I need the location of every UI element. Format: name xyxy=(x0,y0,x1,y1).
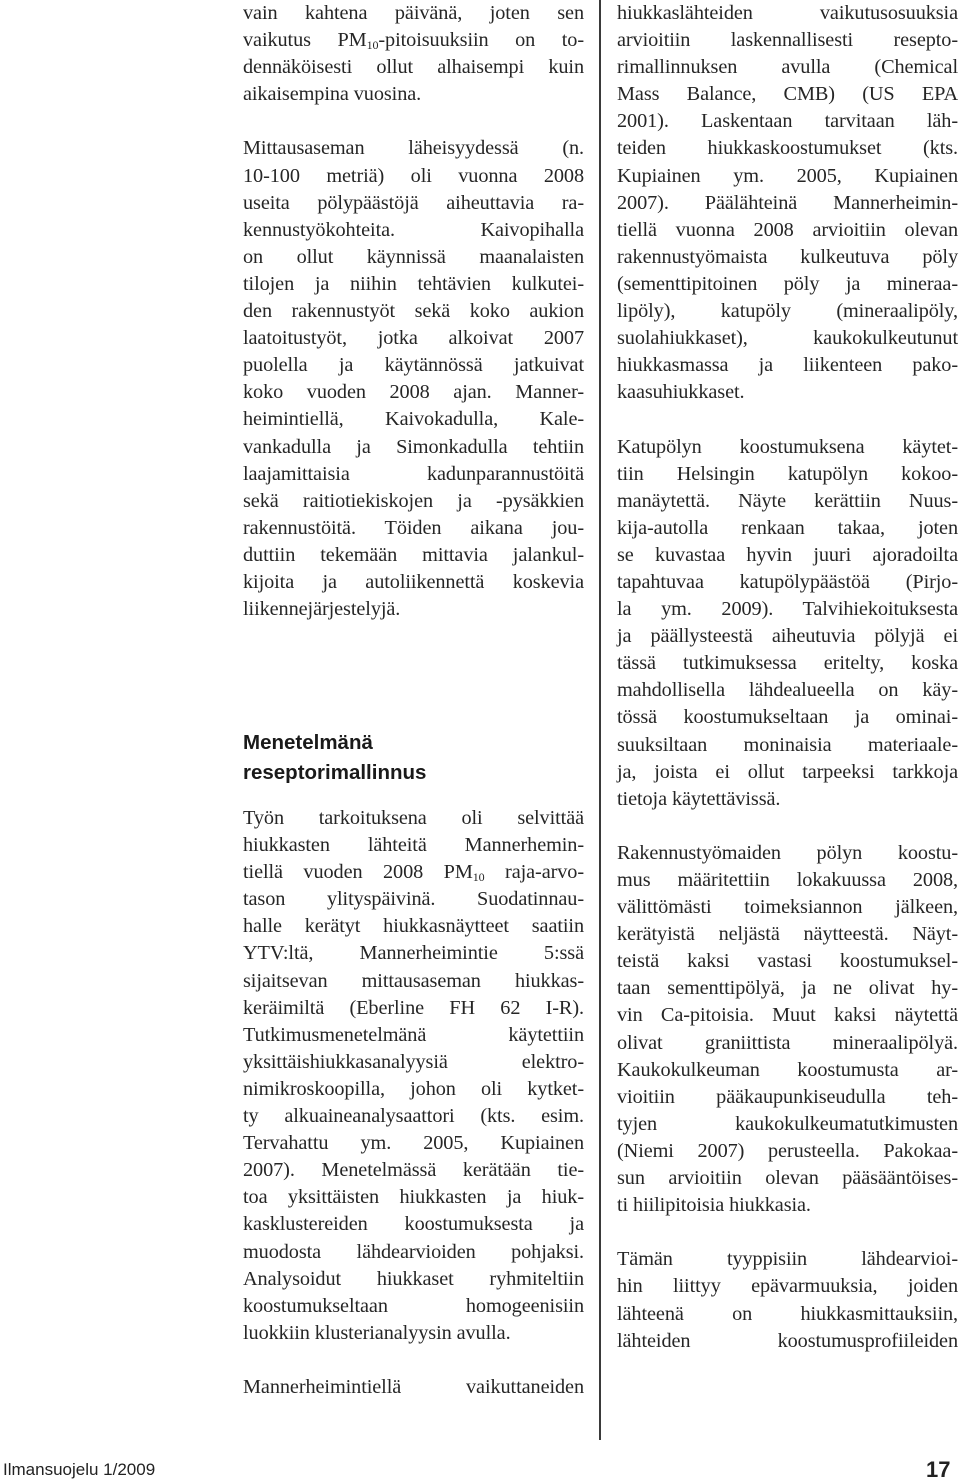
text-line: manäytettä. Näyte kerättiin Nuus- xyxy=(617,489,958,512)
text-line: tietoja käytettävissä. xyxy=(617,787,781,810)
paragraph xyxy=(243,0,584,108)
text-line: muodosta lähdearvioiden pohjaksi. xyxy=(243,1240,584,1263)
text-line: teiden hiukkaskoostumukset (kts. xyxy=(617,137,958,160)
text-line: tason ylityspäivinä. Suodatinnau- xyxy=(243,888,584,911)
text-line: halle kerätyt hiukkasnäytteet saatiin xyxy=(243,915,584,938)
text-line: Rakennustyömaiden pölyn koostu- xyxy=(617,841,958,864)
text-line: ty alkuaineanalysaattori (kts. esim. xyxy=(243,1105,584,1128)
text-line: aikaisempina vuosina. xyxy=(243,83,422,106)
text-line: vankadulla ja Simonkadulla tehtiin xyxy=(243,435,584,458)
paragraph xyxy=(617,1246,958,1354)
text-line: vaikutus $PM_{10}$-pitoisuuksiin on to- xyxy=(243,29,584,53)
text-line: toa yksittäisten hiukkasten ja hiuk- xyxy=(243,1186,584,1209)
text-line: teistä kaksi vastasi koostumuksel- xyxy=(617,950,958,973)
text-line: Katupölyn koostumuksena käytet- xyxy=(617,435,958,458)
text-line: tiin Helsingin katupölyn kokoo- xyxy=(617,462,958,485)
section-heading xyxy=(243,728,584,788)
text-line: Tutkimusmenetelmänä käytettiin xyxy=(243,1023,584,1046)
text-line: Kupiainen ym. 2005, Kupiainen xyxy=(617,164,958,187)
text-line: vain kahtena päivänä, joten sen xyxy=(243,2,584,24)
text-line: luokkiin klusterianalyysin avulla. xyxy=(243,1321,511,1344)
page-number: 17 xyxy=(926,1457,951,1482)
paragraph xyxy=(243,135,584,623)
text-line: Työn tarkoituksena oli selvittää xyxy=(243,807,584,829)
text-line: mus määritettiin lokakuussa 2008, xyxy=(617,869,958,891)
text-line: hin liittyy epävarmuuksia, joiden xyxy=(617,1275,958,1298)
text-line: sekä raitiotiekiskojen ja -pysäkkien xyxy=(243,489,584,512)
text-line: YTV:ltä, Mannerheimintie 5:ssä xyxy=(243,942,584,965)
text-line: kennustyökohteita. Kaivopihalla xyxy=(243,218,584,241)
text-line: laajamittaisia kadunparannustöitä xyxy=(243,462,584,485)
text-line: 2007). Päälähteinä Mannerheimin- xyxy=(617,191,958,214)
text-line: ti hiilipitoisia hiukkasia. xyxy=(617,1194,811,1217)
section-heading-line-2: reseptorimallinnus xyxy=(243,761,427,784)
text-line: suolahiukkaset), kaukokulkeutunut xyxy=(617,327,958,350)
text-line: duttiin tekemään mittavia jalankul- xyxy=(243,543,584,566)
text-line: taan sementtipölyä, ja ne olivat hy- xyxy=(617,977,958,1000)
text-line: tössä koostumukseltaan ja ominai- xyxy=(617,706,958,729)
text-line: heimintiellä, Kaivokadulla, Kale- xyxy=(243,408,584,431)
text-line: yksittäishiukkasanalyysiä elektro- xyxy=(243,1050,584,1073)
text-line: koostumukseltaan homogeenisiin xyxy=(243,1294,584,1317)
text-line: (Niemi 2007) perusteella. Pakokaa- xyxy=(617,1139,958,1162)
text-line: lähteiden koostumusprofiileiden xyxy=(617,1329,958,1352)
text-line: tässä tutkimuksessa eritelty, koska xyxy=(617,652,958,675)
paragraph xyxy=(617,0,958,406)
text-line: 2007). Menetelmässä kerätään tie- xyxy=(243,1159,584,1182)
text-line: puolella ja käytännössä jatkuivat xyxy=(243,354,584,377)
text-line: liikennejärjestelyjä. xyxy=(243,598,401,621)
paragraph xyxy=(617,840,958,1219)
text-line: hiukkasmassa ja liikenteen pako- xyxy=(617,354,958,377)
text-line: tiellä vuoden 2008 $PM_{10}$ raja-arvo- xyxy=(243,861,584,885)
text-line: tyjen kaukokulkeumatutkimusten xyxy=(617,1112,958,1135)
text-line: Mannerheimintiellä vaikuttaneiden xyxy=(243,1375,584,1398)
left-column-lower xyxy=(243,805,584,1401)
text-line: laatoitustyöt, jotka alkoivat 2007 xyxy=(243,327,584,350)
text-line: keräimiltä (Eberline FH 62 I-R). xyxy=(243,996,584,1019)
text-line: Tämän tyyppisiin lähdearvioi- xyxy=(617,1248,958,1271)
text-line: ja, joista ei ollut tarpeeksi tarkkoja xyxy=(617,760,958,783)
text-line: rimallinnuksen avulla (Chemical xyxy=(617,56,958,79)
paragraph xyxy=(243,1374,584,1401)
text-line: lipöly), katupöly (mineraalipöly, xyxy=(617,300,958,323)
text-line: sun arvioitiin olevan pääsääntöises- xyxy=(617,1167,958,1190)
text-line: suuksiltaan moninaisia materiaale- xyxy=(617,733,958,756)
text-line: 2001). Laskentaan tarvitaan läh- xyxy=(617,110,958,133)
text-line: vioitiin pääkaupunkiseudulla teh- xyxy=(617,1085,958,1108)
text-line: on ollut käynnissä maanalaisten xyxy=(243,245,584,268)
text-line: Kaukokulkeuman koostumusta ar- xyxy=(617,1058,958,1081)
text-line: olivat graniittista mineraalipölyä. xyxy=(617,1031,958,1054)
text-line: se kuvastaa hyvin juuri ajoradoilta xyxy=(617,543,958,566)
text-line: kerätyistä neljästä näytteestä. Näyt- xyxy=(617,923,958,946)
publication-name: Ilmansuojelu 1/2009 xyxy=(3,1460,156,1479)
text-line: välittömästi toimeksiannon jälkeen, xyxy=(617,896,958,919)
text-line: kijoita ja autoliikennettä koskevia xyxy=(243,570,584,593)
text-line: kasklustereiden koostumuksesta ja xyxy=(243,1213,584,1236)
text-line: Tervahattu ym. 2005, Kupiainen xyxy=(243,1132,584,1155)
text-line: hiukkaslähteiden vaikutusosuuksia xyxy=(617,2,958,24)
text-line: Mittausaseman läheisyydessä (n. xyxy=(243,137,584,160)
text-line: nimikroskoopilla, johon oli kytket- xyxy=(243,1077,584,1100)
text-line: tapahtuvaa katupölypäästöä (Pirjo- xyxy=(617,570,958,593)
right-column xyxy=(617,0,958,1355)
left-column xyxy=(243,0,584,623)
text-line: vin Ca-pitoisia. Muut kaksi näytettä xyxy=(617,1004,958,1027)
text-line: dennäköisesti ollut alhaisempi kuin xyxy=(243,56,584,79)
text-line: ja päällysteestä aiheutuvia pölyjä ei xyxy=(617,625,958,648)
text-line: sijaitsevan mittausaseman hiukkas- xyxy=(243,969,584,992)
text-line: lähteenä on hiukkasmittauksiin, xyxy=(617,1302,958,1325)
text-line: kaasuhiukkaset. xyxy=(617,381,745,404)
column-divider xyxy=(599,0,601,1440)
paragraph xyxy=(617,434,958,813)
text-line: den rakennustyöt sekä koko aukion xyxy=(243,300,584,323)
text-line: (sementtipitoinen pöly ja mineraa- xyxy=(617,272,958,295)
text-line: Analysoidut hiukkaset ryhmiteltiin xyxy=(243,1267,584,1290)
text-line: la ym. 2009). Talvihiekoituksesta xyxy=(617,598,958,621)
text-line: 10-100 metriä) oli vuonna 2008 xyxy=(243,164,584,187)
text-line: tiellä vuonna 2008 arvioitiin olevan xyxy=(617,218,958,241)
text-line: arvioitiin laskennallisesti resepto- xyxy=(617,29,958,52)
text-line: mahdollisella lähdealueella on käy- xyxy=(617,679,958,702)
section-heading-line-1: Menetelmänä xyxy=(243,731,373,754)
text-line: koko vuoden 2008 ajan. Manner- xyxy=(243,381,584,404)
text-line: Mass Balance, CMB) (US EPA xyxy=(617,83,958,106)
paragraph xyxy=(243,805,584,1347)
text-line: rakennustyömaista kulkeutuva pöly xyxy=(617,245,958,268)
text-line: tilojen ja niihin tehtävien kulkutei- xyxy=(243,272,584,295)
text-line: kija-autolla renkaan takaa, joten xyxy=(617,516,958,539)
text-line: hiukkasten lähteitä Mannerhemin- xyxy=(243,834,584,857)
text-line: rakennustöitä. Töiden aikana jou- xyxy=(243,516,584,539)
text-line: useita pölypäästöjä aiheuttavia ra- xyxy=(243,191,584,214)
